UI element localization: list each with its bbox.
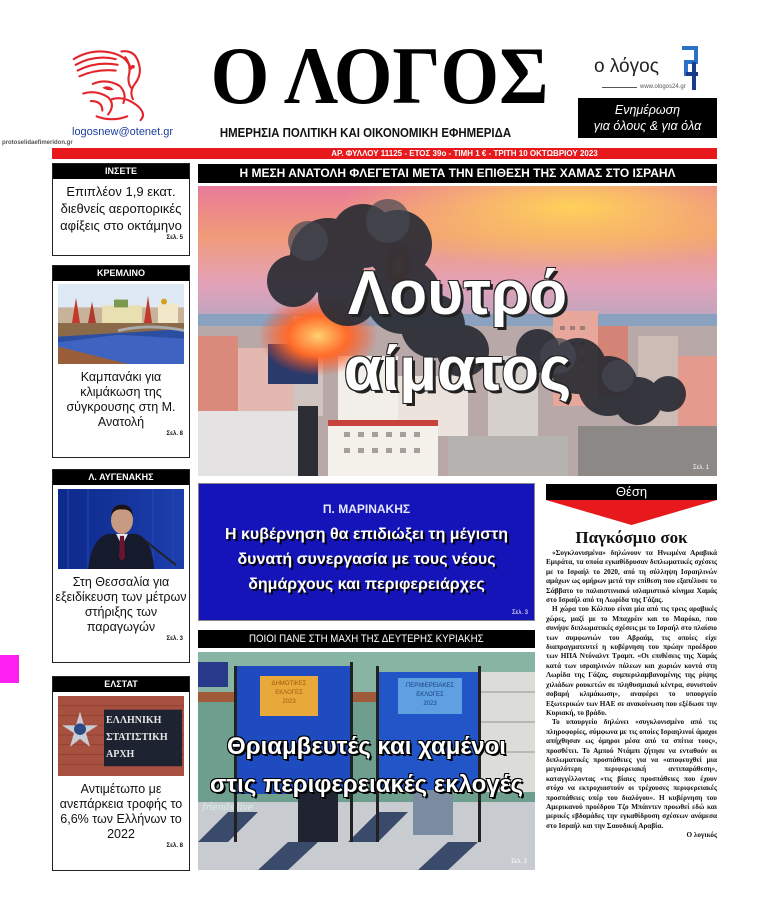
sidebar-label: ΙΝΣΕΤΕ xyxy=(53,164,189,179)
sidebar-headline: Επιπλέον 1,9 εκατ. διεθνείς αεροπορικές αφίξεις στο οκτάμηνο xyxy=(60,184,182,233)
slogan-line-2: για όλους & για όλα xyxy=(593,119,702,133)
contact-email-link[interactable]: logosnew@otenet.gr xyxy=(72,126,174,138)
editorial-paragraph: «Συγκλονισμένα» δηλώνουν τα Ηνωμένα Αραβικά Εμιράτα, τα οποία εγκαθίδρυσαν διπλωματικές σχέσεις με το Ισραήλ το 2020, από τη σύλληψη Ισραηλινών αμάχων ως ομήρων μετά την επίθεση που εξαπέλυσε το Σάββατο το παλαιστινιακό ισλαμιστικό κίνημα Χαμάς στο Ισραήλ από τη Λωρίδα της Γάζας. xyxy=(546,549,717,605)
editorial-body xyxy=(546,549,717,841)
sidebar-headline: Στη Θεσσαλία για εξειδίκευση των μέτρων στήριξης των παραγωγών xyxy=(55,575,187,634)
ologos24-slogan xyxy=(578,98,717,138)
elections-headline xyxy=(198,728,535,804)
municipal-elections-sign xyxy=(260,680,318,707)
sidebar-story-insete[interactable] xyxy=(52,163,190,256)
elstat-sign-line: ΑΡΧΗ xyxy=(106,749,135,760)
lead-kicker: Η ΜΕΣΗ ΑΝΑΤΟΛΗ ΦΛΕΓΕΤΑΙ ΜΕΤΑ ΤΗΝ ΕΠΙΘΕΣΗ ΤΗΣ ΧΑΜΑΣ ΣΤΟ ΙΣΡΑΗΛ xyxy=(198,164,717,183)
sign-line: 2023 xyxy=(282,699,296,705)
sign-line: 2023 xyxy=(423,701,437,707)
editorial-label: Θέση xyxy=(546,484,717,500)
newspaper-emblem-logo xyxy=(62,40,158,124)
sign-line: ΕΚΛΟΓΕΣ xyxy=(275,690,303,696)
sidebar-label: ΕΛΣΤΑΤ xyxy=(53,677,189,692)
elstat-sign-line: ΕΛΛΗΝΙΚΗ xyxy=(106,715,162,726)
page-reference: Σελ. 3 xyxy=(511,610,528,616)
story-headline: Η κυβέρνηση θα επιδιώξει τη μέγιστη δυνατή συνεργασία με τους νέους δημάρχους και περιφερειάρχες xyxy=(224,526,508,593)
editorial-paragraph: Η χώρα του Κόλπου είναι μία από τις τρεις αραβικές χώρες, μαζί με το Μπαχρέιν και το Μαρόκο, που συνήψε διπλωματικές σχέσεις με το Ισραήλ στο πλαίσιο των συμφωνιών του Αβραάμ, τις οποίες είχε διαπραγματευτεί η κυβέρνηση του πρώην προέδρου των ΗΠΑ Ντόναλντ Τραμπ. «Οι επιθέσεις της Χαμάς κατά των ισραηλινών πόλεων και χωριών κοντά στη Λωρίδα της Γάζας, συμπεριλαμβανομένης της ρίψης χιλιάδων ρουκετών σε πληθυσμιακά κέντρα, συνιστούν σοβαρή κλιμάκωση», αναφέρει το υπουργείο Εξωτερικών των ΗΑΕ σε ανακοίνωση που εξέδωσε την Κυριακή, το βράδυ. xyxy=(546,605,717,717)
slogan-line-1: Ενημέρωση xyxy=(614,103,681,117)
page-reference: Σελ. 2 xyxy=(510,859,527,865)
lead-headline-line: Λουτρό xyxy=(347,259,568,328)
logo-divider xyxy=(602,87,637,88)
sidebar-story-avgenakis[interactable] xyxy=(52,469,190,663)
sign-line: ΕΚΛΟΓΕΣ xyxy=(416,692,444,698)
lead-headline xyxy=(198,256,717,408)
newspaper-title-text: Ο ΛΟΓΟΣ xyxy=(210,30,549,121)
elections-story-photo[interactable] xyxy=(198,652,535,870)
marinakis-story[interactable] xyxy=(198,483,535,621)
print-registration-mark xyxy=(0,655,19,683)
issue-info-bar xyxy=(52,148,717,159)
sidebar-story-elstat[interactable] xyxy=(52,676,190,871)
editorial-signature: Ο λογικός xyxy=(686,831,717,840)
avgenakis-photo xyxy=(58,489,184,569)
ologos24-url[interactable]: www.ologos24.gr xyxy=(640,84,686,90)
elections-kicker xyxy=(198,630,535,648)
newspaper-subtitle-text: ΗΜΕΡΗΣΙΑ ΠΟΛΙΤΙΚΗ ΚΑΙ ΟΙΚΟΝΟΜΙΚΗ ΕΦΗΜΕΡΙΔΑ xyxy=(219,125,512,140)
regional-elections-sign xyxy=(398,682,462,709)
sidebar-label: ΚΡΕΜΛΙΝΟ xyxy=(53,266,189,281)
editorial-paragraph: Το υπουργείο δηλώνει «συγκλονισμένο από τις πληροφορίες, σύμφωνα με τις οποίες Ισραηλινοί άμαχοι απήχθησαν ως όμηροι μέσα από τα σπίτια τους», προσθέτει. Το Αμπού Ντάμπι ζήτησε να ενταθούν οι διπλωματικές προσπάθειες για να «αποφευχθεί μια μεγαλύτερη περιφερειακή αντιπαράθεση», καταγγέλλοντας «τις βίαιες προσπάθειες που έχουν στόχο να εκτροχιαστούν οι τρέχουσες περιφερειακές προσπάθειες υπέρ του διαλόγου». Η κυβέρνηση του Αμερικανού προέδρου Τζο Μπάιντεν προωθεί εδώ και μερικές εβδομάδες την εγκαθίδρυση σχέσεων ανάμεσα στο Ισραήλ και την Σαουδική Αραβία. xyxy=(546,718,717,830)
sidebar-story-kremlin[interactable] xyxy=(52,265,190,458)
elections-headline-line: Θριαμβευτές και χαμένοι xyxy=(227,733,506,760)
lead-headline-line: αίματος xyxy=(343,335,572,404)
elstat-sign-line: ΣΤΑΤΙΣΤΙΚΗ xyxy=(106,732,168,743)
page-reference: Σελ. 3 xyxy=(166,636,183,642)
lead-story-photo[interactable] xyxy=(198,186,717,476)
ologos24-name: ο λόγος xyxy=(594,56,659,77)
kremlin-photo xyxy=(58,284,184,364)
newspaper-subtitle xyxy=(200,126,525,140)
sidebar-label: Λ. ΑΥΓΕΝΑΚΗΣ xyxy=(53,470,189,485)
elstat-building-photo xyxy=(58,696,184,776)
page-reference: Σελ. 8 xyxy=(166,431,183,437)
story-kicker: Π. ΜΑΡΙΝΑΚΗΣ xyxy=(322,502,411,516)
newspaper-title xyxy=(196,30,549,122)
sidebar-headline: Αντιμέτωπο με ανεπάρκεια τροφής το 6,6% των Ελλήνων το 2022 xyxy=(59,782,183,841)
chalkboard-writing: friends live xyxy=(202,803,254,813)
editorial-title: Παγκόσμιο σοκ xyxy=(575,528,688,547)
sign-line: ΠΕΡΙΦΕΡΕΙΑΚΕΣ xyxy=(405,683,455,689)
sign-line: ΔΗΜΟΤΙΚΕΣ xyxy=(271,681,307,687)
sidebar-headline: Καμπανάκι για κλιμάκωση της σύγκρουσης στη Μ. Ανατολή xyxy=(66,370,176,429)
ologos24-logo[interactable] xyxy=(580,40,717,95)
page-reference: Σελ. 1 xyxy=(692,465,709,471)
page-reference: Σελ. 5 xyxy=(166,235,183,241)
elections-headline-line: στις περιφερειακές εκλογές xyxy=(210,771,523,798)
elections-kicker-text: ΠΟΙΟΙ ΠΑΝΕ ΣΤΗ ΜΑΧΗ ΤΗΣ ΔΕΥΤΕΡΗΣ ΚΥΡΙΑΚΗΣ xyxy=(249,633,484,645)
issue-info-text: ΑΡ. ΦΥΛΛΟΥ 11125 - ΕΤΟΣ 39ο - ΤΙΜΗ 1 € - ΤΡΙΤΗ 10 ΟΚΤΩΒΡΙΟΥ 2023 xyxy=(331,149,598,158)
elstat-sign-text xyxy=(106,712,180,763)
source-watermark: protoselidaefimeridon.gr xyxy=(2,140,73,146)
editorial-red-chevron xyxy=(546,500,717,525)
page-reference: Σελ. 8 xyxy=(166,843,183,849)
